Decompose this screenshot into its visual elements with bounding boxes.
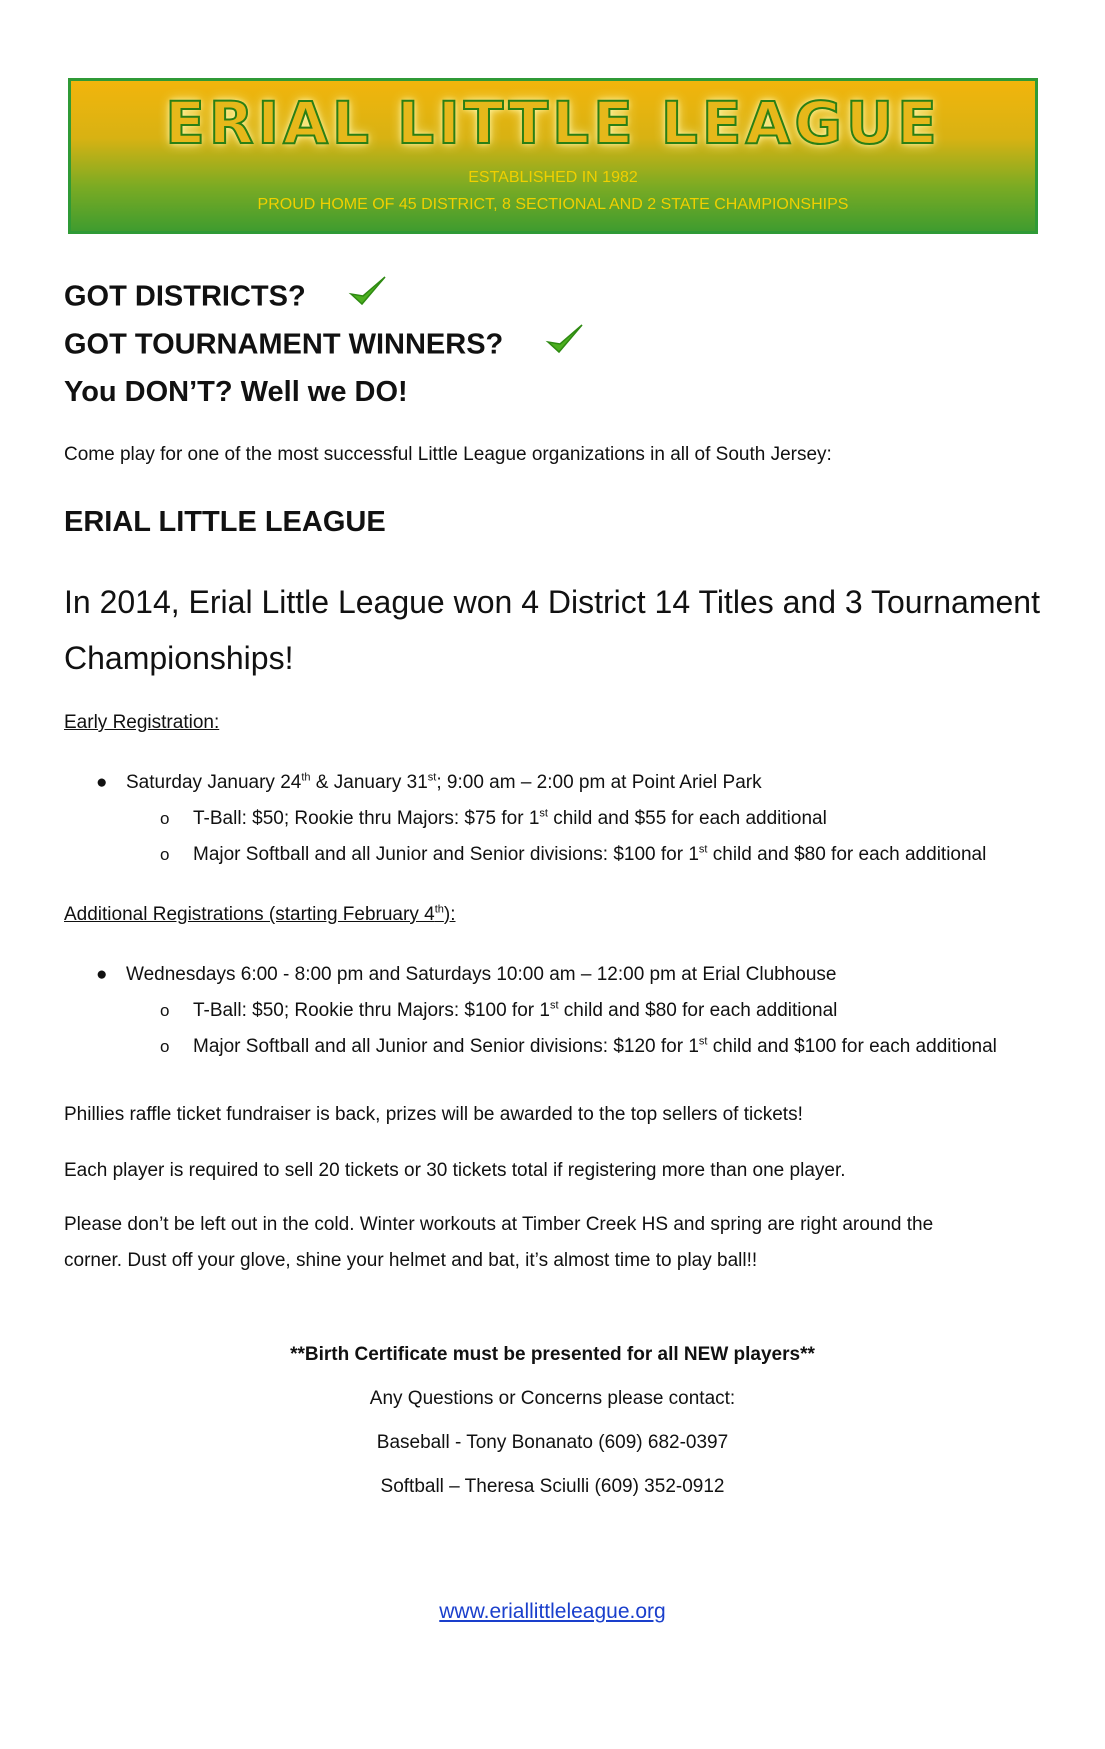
circle-bullet: o	[160, 1001, 170, 1020]
early-fee2-pre: Major Softball and all Junior and Senior divisions: $100 for 1	[193, 844, 699, 865]
early-date-a: Saturday January 24	[126, 772, 302, 793]
headline-winners	[64, 328, 585, 364]
additional-times-item	[96, 964, 836, 986]
website-link[interactable]: www.eriallittleleague.org	[439, 1600, 666, 1623]
additional-times-text: Wednesdays 6:00 - 8:00 pm and Saturdays 10:00 am – 12:00 pm at Erial Clubhouse	[126, 964, 837, 985]
early-date-b: & January 31	[310, 772, 428, 793]
bullet-dot: ●	[96, 772, 108, 793]
early-fee1-post: child and $55 for each additional	[547, 808, 827, 829]
additional-fee1-post: child and $80 for each additional	[558, 1000, 838, 1021]
additional-fee-tball	[160, 1000, 837, 1022]
circle-bullet: o	[160, 809, 170, 828]
additional-fee-softball	[160, 1036, 997, 1058]
sup-st: st	[549, 999, 559, 1012]
early-date-rest: ; 9:00 am – 2:00 pm at Point Ariel Park	[436, 772, 762, 793]
league-name-heading: ERIAL LITTLE LEAGUE	[64, 506, 386, 538]
additional-heading-pre: Additional Registrations (starting February 4	[64, 904, 435, 925]
bullet-dot: ●	[96, 964, 108, 985]
sup-st: st	[698, 1035, 708, 1048]
additional-heading-post: ):	[443, 904, 456, 925]
sup-st: st	[427, 771, 437, 784]
banner-title: ERIAL LITTLE LEAGUE	[165, 89, 941, 157]
additional-registration-heading	[64, 904, 455, 926]
check-mark-icon	[545, 322, 585, 358]
header-banner	[68, 78, 1038, 234]
closing-line-2: corner. Dust off your glove, shine your helmet and bat, it’s almost time to play ball!!	[64, 1250, 758, 1271]
early-fee-softball	[160, 844, 986, 866]
additional-fee2-pre: Major Softball and all Junior and Senior divisions: $120 for 1	[193, 1036, 699, 1057]
softball-contact: Softball – Theresa Sciulli (609) 352-0912	[380, 1476, 725, 1497]
headline-districts	[64, 280, 388, 316]
early-registration-heading: Early Registration:	[64, 712, 220, 733]
birth-certificate-notice: **Birth Certificate must be presented for all NEW players**	[290, 1344, 815, 1365]
sup-th: th	[434, 903, 444, 916]
early-fee1-pre: T-Ball: $50; Rookie thru Majors: $75 for 1	[193, 808, 540, 829]
raffle-text: Phillies raffle ticket fundraiser is back, prizes will be awarded to the top sellers of tickets!	[64, 1104, 803, 1125]
circle-bullet: o	[160, 1037, 170, 1056]
early-fee-tball	[160, 808, 827, 830]
additional-fee1-pre: T-Ball: $50; Rookie thru Majors: $100 for 1	[193, 1000, 550, 1021]
website-row	[0, 1600, 1105, 1624]
early-date-item	[96, 772, 762, 794]
intro-text: Come play for one of the most successful Little League organizations in all of South Jersey:	[64, 444, 832, 465]
headline-winners-text: GOT TOURNAMENT WINNERS?	[64, 328, 504, 361]
baseball-contact: Baseball - Tony Bonanato (609) 682-0397	[376, 1432, 729, 1453]
additional-fee2-post: child and $100 for each additional	[707, 1036, 997, 1057]
championships-line: PROUD HOME OF 45 DISTRICT, 8 SECTIONAL AND 2 STATE CHAMPIONSHIPS	[257, 196, 849, 213]
sup-th: th	[301, 771, 311, 784]
early-fee2-post: child and $80 for each additional	[707, 844, 987, 865]
check-mark-icon	[348, 274, 388, 310]
achievement-text: In 2014, Erial Little League won 4 District 14 Titles and 3 Tournament Championships!	[64, 584, 1040, 676]
headline-we-do: You DON’T? Well we DO!	[64, 376, 408, 408]
tickets-text: Each player is required to sell 20 tickets or 30 tickets total if registering more than one player.	[64, 1160, 846, 1181]
circle-bullet: o	[160, 845, 170, 864]
sup-st: st	[539, 807, 548, 820]
sup-st: st	[698, 843, 708, 856]
headline-districts-text: GOT DISTRICTS?	[64, 280, 306, 313]
established-line: ESTABLISHED IN 1982	[468, 169, 638, 186]
questions-text: Any Questions or Concerns please contact:	[369, 1388, 736, 1409]
closing-line-1: Please don’t be left out in the cold. Winter workouts at Timber Creek HS and spring are right around the	[64, 1214, 934, 1235]
